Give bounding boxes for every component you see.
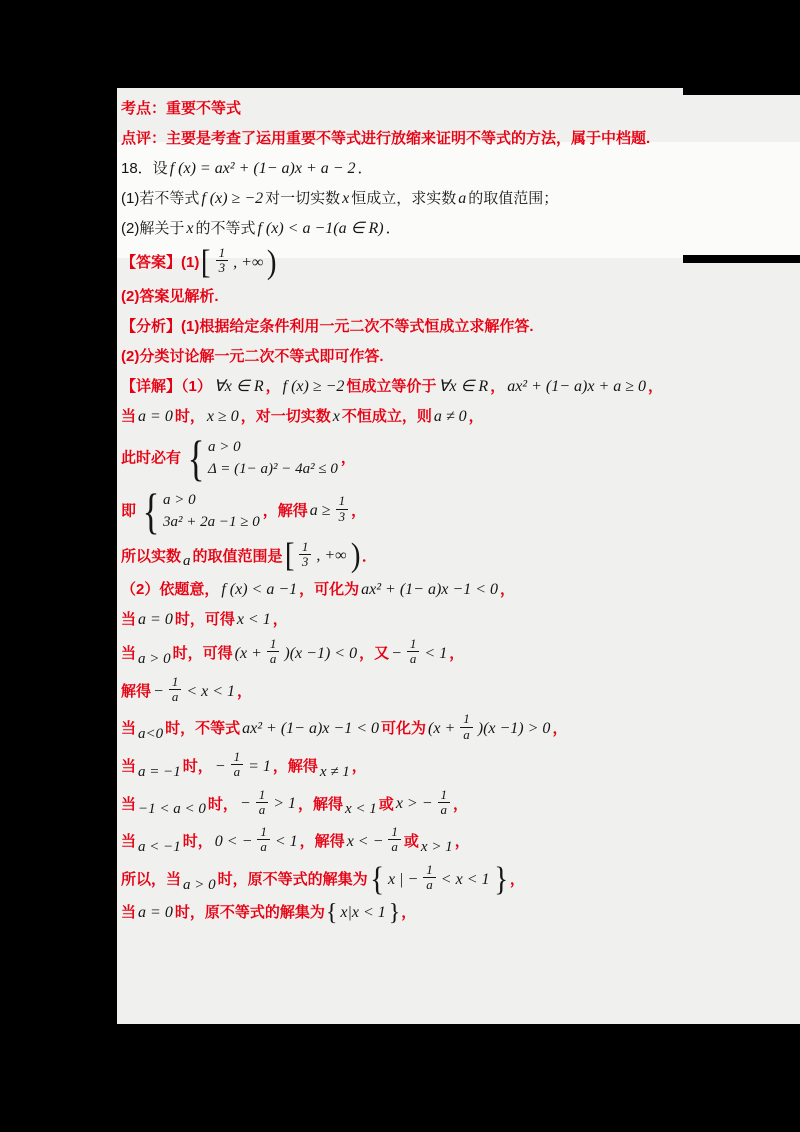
math-run: f (x) < a −1	[221, 581, 298, 599]
text-run: 时，原不等式的解集为	[217, 870, 368, 888]
text-run: ，	[265, 377, 281, 395]
text-run: 时，	[207, 795, 238, 813]
text-run: ，	[648, 377, 664, 395]
text-run: ．	[361, 547, 377, 565]
text-run: 点评：主要是考查了运用重要不等式进行放缩来证明不等式的方法，属于中档题.	[121, 130, 651, 147]
text-run: 18．设	[121, 160, 168, 177]
text-run: ，	[351, 502, 367, 520]
fraction: $\frac{1}{3}$	[336, 494, 349, 524]
text-run: 所以实数	[121, 547, 182, 565]
text-run: ，	[468, 407, 484, 425]
text-run: 当	[121, 720, 137, 738]
text-run: 时，可得	[172, 644, 233, 662]
text-run: 当	[121, 795, 137, 813]
text-run: ，	[262, 502, 278, 520]
math-run: x > 1	[420, 838, 453, 855]
text-run: ，	[449, 644, 465, 662]
text-run: ，	[552, 720, 568, 738]
text-run: ，	[340, 449, 356, 467]
text-run: 当	[121, 644, 137, 662]
fraction: $\frac{1}{a}$	[169, 675, 182, 705]
math-run: f (x) ≥ −2	[282, 377, 345, 395]
cases-system	[139, 482, 260, 539]
math-run: −1 < a < 0	[138, 801, 206, 818]
text-run: 的不等式	[195, 220, 256, 237]
text-run: ，	[454, 832, 470, 850]
math-run: x ≠ 1	[319, 763, 350, 780]
text-run: 当	[121, 611, 137, 629]
math-run: f (x) ≥ −2	[201, 190, 264, 207]
fraction: $\frac{1}{3}$	[216, 246, 229, 276]
math-run: )(x −1) < 0	[284, 644, 358, 662]
text-run: ，	[500, 581, 516, 599]
text-run: ，	[401, 904, 417, 922]
fraction: $\frac{1}{a}$	[460, 712, 473, 742]
text-run: ，对一切实数	[240, 407, 331, 425]
text-run: 时，可得	[174, 611, 235, 629]
math-run: x	[387, 870, 396, 888]
doc-line	[121, 286, 721, 308]
doc-line	[121, 376, 721, 398]
doc-line: 所以实数 a 的取值范围是[ $\frac{1}{3}$ , +∞ ) ．	[121, 537, 377, 575]
text-run: 时，	[182, 832, 213, 850]
text-run: ，可化为	[299, 581, 360, 599]
text-run: 的取值范围是	[192, 547, 283, 565]
math-run: ∀x ∈ R	[213, 377, 264, 395]
text-run: ，解得	[298, 795, 344, 813]
doc-line	[121, 609, 721, 631]
math-run: x < 1	[236, 611, 271, 629]
math-run: )(x −1) > 0	[477, 720, 551, 738]
text-run: 考点：重要不等式	[121, 100, 242, 117]
fraction: $\frac{1}{3}$	[299, 540, 312, 570]
doc-line	[121, 98, 721, 120]
math-run: a > 0	[138, 650, 171, 667]
text-run: 所以，当	[121, 870, 182, 888]
text-run: 时，不等式	[165, 720, 241, 738]
doc-line	[121, 188, 721, 210]
fraction: $\frac{1}{a}$	[256, 788, 269, 818]
math-run: ax² + (1− a)x −1 < 0	[242, 720, 379, 738]
fraction: $\frac{1}{a}$	[423, 863, 436, 893]
text-run: ，又	[359, 644, 390, 662]
math-run: −	[214, 757, 226, 775]
math-run: f (x) = ax² + (1− a)x + a − 2	[169, 160, 356, 177]
math-run: ∀x ∈ R	[438, 377, 489, 395]
doc-line	[121, 158, 721, 180]
math-run: a ≠ 0	[433, 407, 467, 425]
text-run: 解得	[277, 502, 308, 520]
math-run: x ≥ 0	[206, 407, 239, 425]
math-run: a ≥	[309, 502, 331, 520]
text-run: 当	[121, 904, 137, 922]
text-run: (1)若不等式	[121, 190, 200, 207]
left-brace-icon: {	[142, 482, 160, 539]
math-run: < x < 1	[186, 682, 236, 700]
text-run: 【详解】（1）	[121, 377, 212, 395]
math-run: < 1	[274, 832, 298, 850]
text-run: 此时必有	[121, 449, 182, 467]
document-content	[121, 90, 721, 932]
text-run: ，	[272, 611, 288, 629]
doc-line	[121, 711, 721, 744]
doc-line	[121, 786, 721, 820]
math-run: x	[342, 190, 350, 207]
text-run: 【分析】(1)根据给定条件利用一元二次不等式恒成立求解作答.	[121, 317, 534, 335]
math-run: > 1	[273, 795, 296, 813]
text-run: 当	[121, 757, 137, 775]
doc-line	[121, 636, 721, 669]
text-run: 当	[121, 407, 137, 425]
fraction: $\frac{1}{a}$	[257, 825, 270, 855]
cases-line: a > 0	[208, 438, 241, 455]
math-run: x	[186, 220, 194, 237]
doc-line	[121, 579, 721, 601]
math-run: a = 0	[138, 904, 173, 922]
text-run: 对一切实数	[265, 190, 341, 207]
cases-line: a > 0	[163, 491, 196, 508]
fraction: $\frac{1}{a}$	[267, 637, 280, 667]
text-run: 时，原不等式的解集为	[174, 904, 325, 922]
text-run: 或	[403, 832, 419, 850]
text-run: ，	[509, 870, 525, 888]
text-run: ，	[351, 757, 367, 775]
text-run: ，	[490, 377, 506, 395]
text-run: （2）依题意，	[121, 581, 220, 599]
math-run: (x +	[428, 720, 456, 738]
cases-line: Δ = (1− a)² − 4a² ≤ 0	[208, 460, 338, 477]
text-run: 的取值范围；	[468, 190, 559, 207]
text-run: (2)分类讨论解一元二次不等式即可作答.	[121, 347, 384, 365]
text-run: ，解得	[272, 757, 318, 775]
math-run: ax² + (1− a)x + a ≥ 0	[507, 377, 647, 395]
text-run: 解得	[121, 682, 152, 700]
document-page	[117, 88, 800, 1024]
text-run: 时，	[174, 407, 205, 425]
doc-line	[121, 748, 721, 782]
math-run: a = −1	[138, 763, 181, 780]
text-run: (2)答案见解析.	[121, 287, 219, 305]
text-run: ．	[357, 160, 373, 177]
fraction: $\frac{1}{a}$	[388, 825, 401, 855]
doc-line	[121, 824, 721, 857]
doc-line	[121, 316, 721, 338]
math-run: < x < 1	[440, 870, 490, 888]
math-run: a<0	[138, 726, 164, 743]
math-run: a < −1	[138, 838, 181, 855]
doc-line	[121, 482, 721, 539]
math-run: −	[153, 682, 164, 700]
doc-line: 当 a = 0 时，原不等式的解集为{ x|x < 1 }，	[121, 900, 417, 927]
fraction: $\frac{1}{a}$	[438, 788, 451, 818]
text-run: ，	[237, 682, 253, 700]
math-run: −	[407, 870, 419, 888]
text-run: 恒成立，求实数	[351, 190, 457, 207]
math-run: (x +	[234, 644, 262, 662]
math-run: < 1	[424, 644, 448, 662]
math-run: a = 0	[138, 407, 173, 425]
left-brace-icon: {	[187, 429, 205, 486]
text-run: 或	[378, 795, 394, 813]
math-run: ax² + (1− a)x −1 < 0	[361, 581, 498, 599]
math-run: , +∞	[316, 547, 347, 565]
math-run: a	[183, 553, 191, 570]
math-run: x	[332, 407, 340, 425]
math-run: a = 0	[138, 611, 173, 629]
doc-line: 所以，当 a > 0 时，原不等式的解集为{ x | − $\frac{1}{a}$ < x < 1 } ，	[121, 860, 525, 898]
doc-line	[121, 346, 721, 368]
text-run: 不恒成立，则	[341, 407, 432, 425]
doc-line	[121, 406, 721, 428]
doc-line	[121, 429, 721, 486]
math-run: x > −	[395, 795, 433, 813]
math-run: f (x) < a −1(a ∈ R)	[257, 220, 384, 237]
math-run: x < −	[346, 832, 384, 850]
cases-system	[184, 429, 338, 486]
doc-line: 【答案】(1)[ $\frac{1}{3}$ , +∞ )	[121, 243, 277, 281]
fraction: $\frac{1}{a}$	[231, 750, 244, 780]
math-run: , +∞	[233, 253, 264, 271]
doc-line	[121, 128, 721, 150]
text-run: 可化为	[381, 720, 427, 738]
math-run: 0 < −	[214, 832, 253, 850]
math-run: |	[399, 870, 404, 888]
cases-line: 3a² + 2a −1 ≥ 0	[163, 513, 260, 530]
text-run: 【答案】(1)	[121, 253, 200, 271]
math-run: −	[239, 795, 251, 813]
text-run: 时，	[182, 757, 213, 775]
math-run: −	[391, 644, 402, 662]
math-run: a > 0	[183, 876, 216, 893]
text-run: 恒成立等价于	[346, 377, 437, 395]
text-run: ，解得	[299, 832, 345, 850]
text-run: (2)解关于	[121, 220, 185, 237]
text-run: 即	[121, 502, 137, 520]
math-run: x|x < 1	[340, 904, 386, 922]
math-run: x < 1	[345, 801, 377, 818]
math-run: a	[458, 190, 467, 207]
doc-line	[121, 673, 721, 707]
doc-line	[121, 218, 721, 240]
fraction: $\frac{1}{a}$	[407, 637, 420, 667]
text-run: ，	[453, 795, 469, 813]
math-run: = 1	[248, 757, 271, 775]
text-run: ．	[385, 220, 401, 237]
text-run: 当	[121, 832, 137, 850]
